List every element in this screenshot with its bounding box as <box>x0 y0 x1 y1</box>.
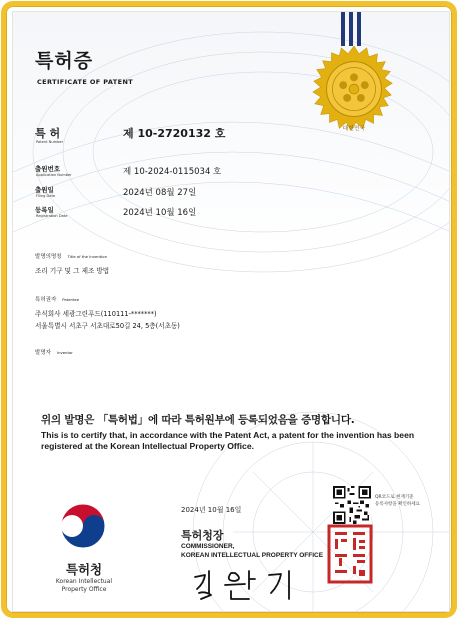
filing-date-label-en: Filing Date <box>36 194 56 198</box>
invention-title-label-ko: 발명의명칭 <box>35 254 62 260</box>
certificate-title: 특허증 <box>35 50 94 72</box>
patent-number-value: 제 10-2720132 호 <box>123 127 226 140</box>
registration-date-label: 등록일 <box>35 206 54 214</box>
patentee-address: 서울특별시 서초구 서초대로50길 24, 5층(서초동) <box>35 322 180 330</box>
commissioner-title-en-line2: KOREAN INTELLECTUAL PROPERTY OFFICE <box>181 551 324 559</box>
inventor-label-en: Inventor <box>56 350 73 355</box>
certification-statement: 위의 발명은 「특허법」에 따라 특허원부에 등록되었음을 증명합니다. <box>41 414 355 426</box>
office-name-en-line1: Korean Intellectual <box>55 578 113 585</box>
ribbon-stripe <box>357 12 361 46</box>
handwritten-signature <box>191 567 301 602</box>
patentee-label-en: Patentee <box>62 297 80 302</box>
gold-seal-icon <box>305 44 403 142</box>
registration-date-value: 2024년 10월 16일 <box>123 208 197 218</box>
commissioner-title-en-line1: COMMISSIONER, <box>181 543 235 550</box>
certificate-paper <box>12 11 450 612</box>
certificate-title-en: CERTIFICATE OF PATENT <box>37 78 134 86</box>
patentee-name: 주식회사 세광그린푸드(110111-*******) <box>35 310 157 318</box>
issue-date: 2024년 10월 16일 <box>181 506 242 514</box>
inventor-label <box>35 348 73 356</box>
commissioner-title-en <box>181 543 323 560</box>
kipo-taegeuk-logo-icon <box>57 500 109 552</box>
patent-number-label: 특 허 <box>35 127 61 140</box>
qr-note-line1: QR코드로 현재기준 <box>375 495 414 500</box>
application-number-label-en: Application Number <box>36 173 72 177</box>
invention-title-label <box>35 252 107 260</box>
inventor-label-ko: 발명자 <box>35 350 51 356</box>
qr-note <box>375 494 420 508</box>
seal-text: 대한민국 <box>342 126 366 133</box>
filing-date-value: 2024년 08월 27일 <box>123 188 197 198</box>
commissioner-title: 특허청장 <box>181 529 224 542</box>
certificate-frame <box>1 1 457 618</box>
invention-title-label-en: Title of the Invention <box>67 254 108 259</box>
office-name: 특허청 <box>65 562 103 577</box>
application-number-value: 제 10-2024-0115034 호 <box>123 167 222 177</box>
patentee-label-ko: 특허권자 <box>35 297 57 303</box>
official-red-stamp <box>327 524 373 584</box>
qr-note-line2: 등록사항을 확인하세요 <box>375 502 420 507</box>
ribbon-stripe <box>341 12 345 46</box>
office-name-en <box>39 578 129 594</box>
invention-title-value: 조리 기구 및 그 제조 방법 <box>35 267 110 275</box>
registration-date-label-en: Registration Date <box>36 214 68 218</box>
patentee-label <box>35 295 79 303</box>
filing-date-label: 출원일 <box>35 186 54 194</box>
application-number-label: 출원번호 <box>35 165 61 173</box>
qr-code-icon[interactable] <box>333 486 371 524</box>
ribbon-stripe <box>349 12 353 46</box>
office-name-en-line2: Property Office <box>61 586 107 593</box>
patent-number-label-en: Patent Number <box>36 140 64 144</box>
certification-statement-en: This is to certify that, in accordance with the Patent Act, a patent for the invention has been registered at the Korean Intellectual Property Office. <box>41 430 415 451</box>
